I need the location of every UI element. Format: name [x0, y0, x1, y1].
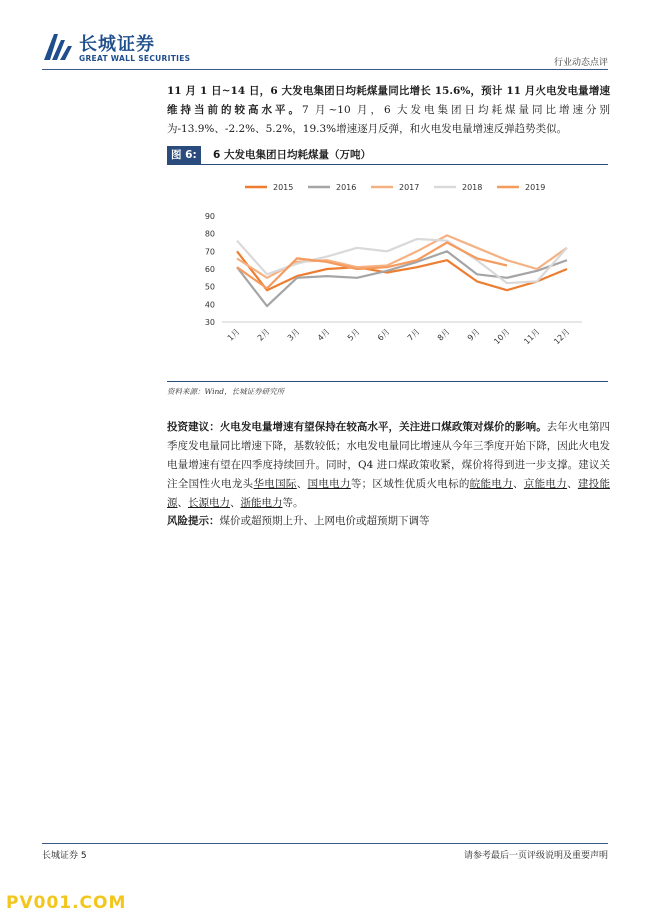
figure-title-bar [167, 146, 608, 164]
series-line-2018 [237, 239, 567, 283]
report-category: 行业动态点评 [553, 58, 608, 68]
separator: 、 [177, 497, 188, 509]
stock-link-zheneng[interactable]: 浙能电力 [240, 497, 283, 509]
y-tick-label: 90 [204, 212, 215, 221]
series-line-2017 [237, 235, 567, 277]
footer-page: 长城证券 5 [42, 851, 87, 861]
chart-axes [205, 212, 582, 346]
footer-disclaimer: 请参考最后一页评级说明及重要声明 [463, 851, 608, 861]
intro-bold: 11 月 1 日~14 日，6 大发电集团日均耗煤量同比增长 15.6%，预计 11 月火电发电量增速维持当前的较高水平。 [167, 85, 610, 116]
figure-underline [167, 164, 608, 165]
y-tick-label: 50 [204, 282, 215, 292]
intro-paragraph [167, 82, 610, 139]
stock-link-changyuan[interactable]: 长源电力 [188, 497, 230, 509]
stock-link-huadian[interactable]: 华电国际 [253, 478, 297, 490]
x-tick-label: 12月 [552, 327, 572, 347]
advice-bold: 火电发电量增速有望保持在较高水平，关注进口煤政策对煤价的影响。 [219, 421, 547, 433]
risk-text: 煤价或超预期上升、上网电价或超预期下调等 [219, 515, 430, 527]
y-tick-label: 30 [204, 318, 215, 327]
company-logo [42, 30, 192, 66]
source-divider [167, 381, 608, 382]
legend-label-2016: 2016 [336, 183, 357, 192]
advice-paragraph [167, 418, 610, 513]
intro-normal: 7 月~10 月，6 大发电集团日均耗煤量同比增速分别为-13.9%、-2.2%、5.2%，19.3%增速逐月反弹，和火电发电量增速反弹趋势类似。 [167, 104, 610, 135]
x-tick-label: 4月 [315, 327, 332, 343]
advice-mid: 等；区域性优质火电标的 [350, 478, 470, 490]
legend-label-2017: 2017 [399, 183, 420, 192]
y-tick-label: 70 [204, 247, 215, 257]
coal-consumption-chart [167, 168, 608, 378]
x-tick-label: 9月 [465, 327, 482, 343]
chart-series [237, 235, 567, 306]
risk-label: 风险提示： [167, 515, 220, 527]
y-tick-label: 40 [204, 300, 215, 310]
risk-paragraph [167, 512, 610, 531]
figure-label: 图 6: [167, 146, 201, 164]
footer-divider [42, 843, 608, 844]
x-tick-label: 3月 [285, 327, 302, 343]
x-tick-label: 1月 [225, 327, 242, 343]
figure-title: 6 大发电集团日均耗煤量（万吨） [213, 149, 371, 161]
logo-text-cn: 长城证券 [79, 34, 155, 55]
stock-link-guodian[interactable]: 国电电力 [307, 478, 351, 490]
separator: 、 [230, 497, 241, 509]
y-tick-label: 80 [204, 229, 215, 239]
legend-label-2015: 2015 [273, 183, 294, 192]
advice-label: 投资建议： [167, 421, 220, 433]
legend-label-2018: 2018 [462, 183, 483, 192]
figure-source: 资料来源：Wind，长城证券研究所 [167, 387, 285, 396]
great-wall-logo-icon [42, 30, 76, 64]
logo-text-en: GREAT WALL SECURITIES [79, 54, 191, 63]
x-tick-label: 11月 [522, 327, 542, 347]
header-divider [42, 69, 608, 70]
stock-link-jingneng[interactable]: 京能电力 [523, 478, 568, 490]
stock-link-wanneng[interactable]: 皖能电力 [469, 478, 513, 490]
series-line-2015 [237, 251, 567, 290]
x-tick-label: 8月 [435, 327, 452, 343]
y-tick-label: 60 [204, 265, 215, 274]
advice-end: 等。 [282, 497, 304, 509]
separator: 、 [513, 478, 524, 490]
x-tick-label: 2月 [255, 327, 272, 343]
separator: 、 [296, 478, 308, 490]
x-tick-label: 7月 [405, 327, 422, 343]
separator: 、 [567, 478, 578, 490]
stock-link-jiantou[interactable]: 建投能源 [167, 478, 610, 509]
legend-label-2019: 2019 [525, 183, 546, 192]
advice-text: 去年火电第四季度发电量同比增速下降，基数较低；水电发电量同比增速从今年三季度开始下降，因此火电发电量增速有望在四季度持续回升。同时，Q4 进口煤政策收紧，煤价将得到进一步支撑。建议关注全国性火电龙头 [167, 421, 611, 490]
chart-legend [245, 183, 545, 192]
x-tick-label: 6月 [375, 327, 392, 343]
x-tick-label: 5月 [345, 327, 362, 343]
x-tick-label: 10月 [492, 327, 512, 347]
watermark: PV001.COM [6, 893, 127, 913]
